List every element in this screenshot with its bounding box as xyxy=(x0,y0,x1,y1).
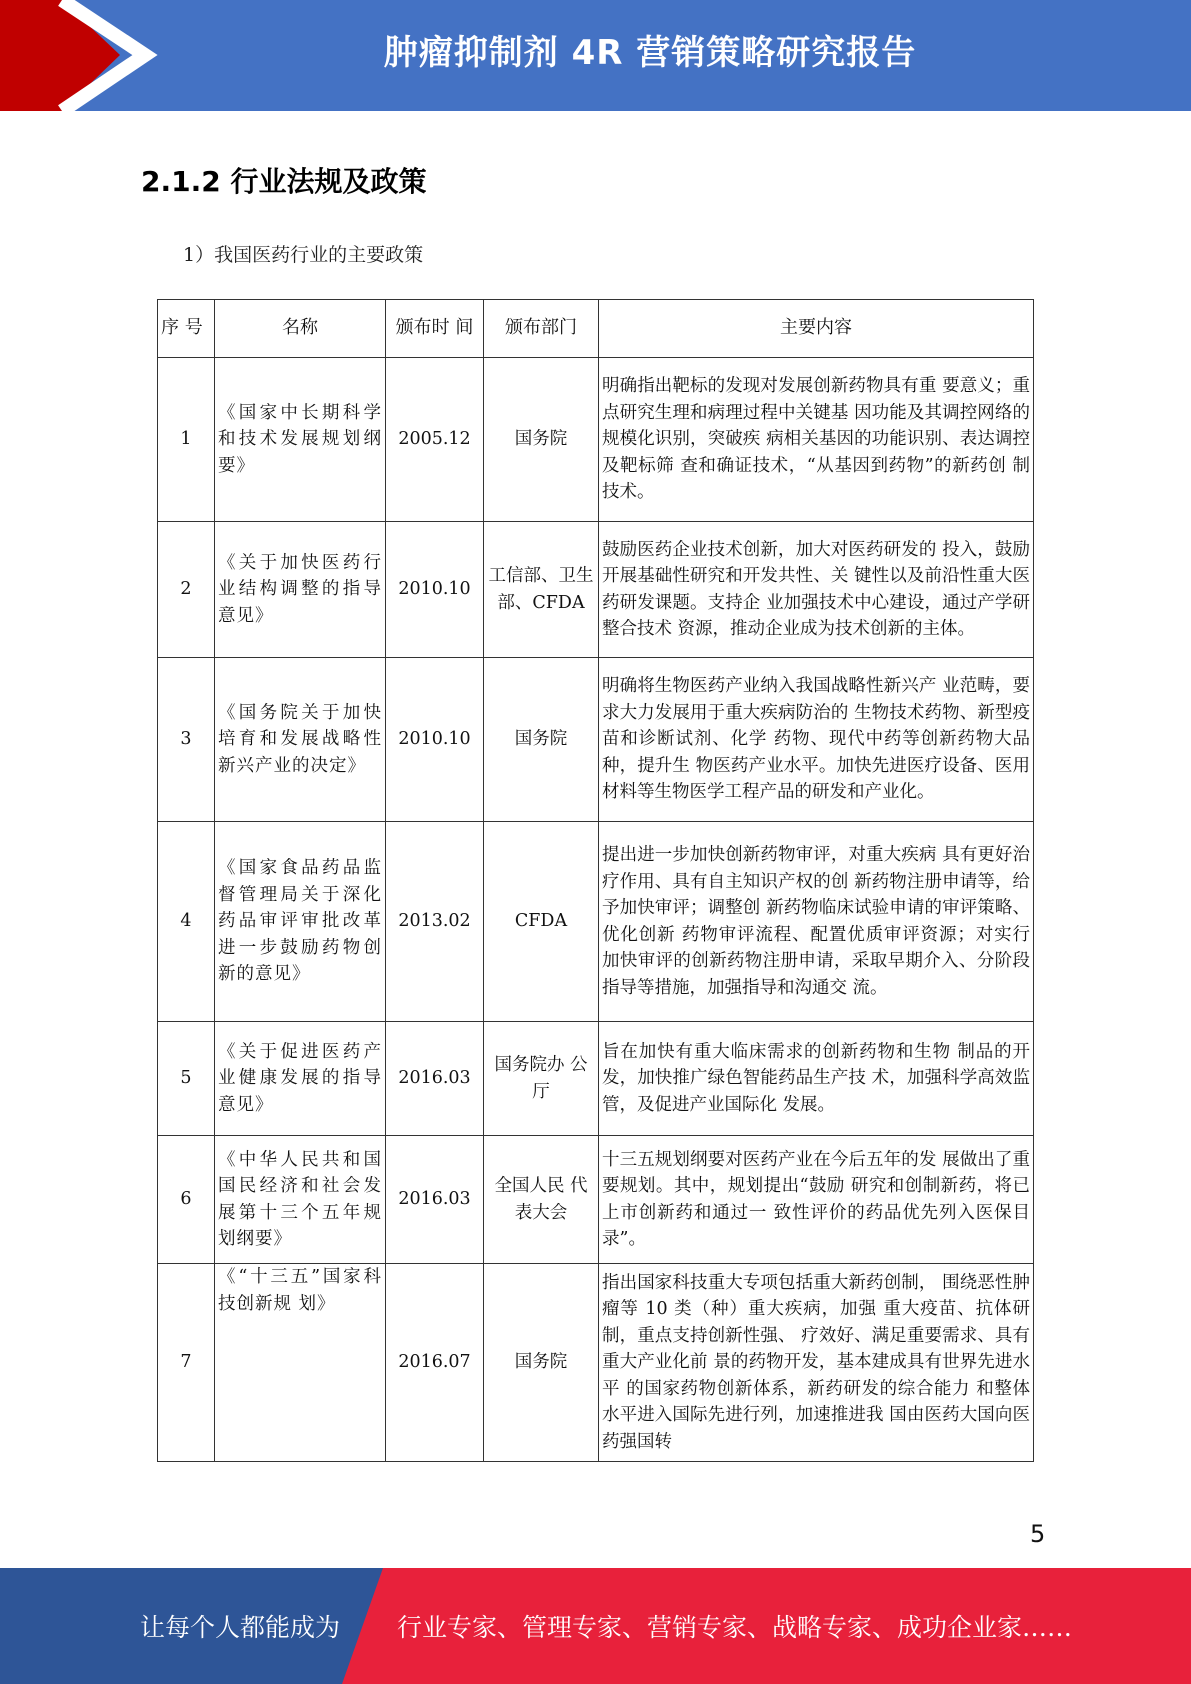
row-seq: 4 xyxy=(158,822,215,1022)
row-dept: 国务院 xyxy=(484,658,599,822)
table-row xyxy=(158,1136,1034,1264)
footer-band xyxy=(0,1568,1191,1684)
header-date: 颁布时 间 xyxy=(386,300,484,358)
row-dept: CFDA xyxy=(484,822,599,1022)
row-name: 《国家中长期科学和技术发展规划纲要》 xyxy=(215,358,386,522)
footer-slogan-left: 让每个人都能成为 xyxy=(140,1613,341,1642)
footer-slogan-right: 行业专家、管理专家、营销专家、战略专家、成功企业家…… xyxy=(397,1613,1073,1642)
row-name: 《关于加快医药行业结构调整的指导意见》 xyxy=(215,522,386,658)
row-name: 《“十三五”国家科技创新规 划》 xyxy=(215,1264,386,1462)
row-date: 2013.02 xyxy=(386,822,484,1022)
row-content: 十三五规划纲要对医药产业在今后五年的发 展做出了重要规划。其中，规划提出“鼓励 研究和创制新药，将已上市创新药和通过一 致性评价的药品优先列入医保目录”。 xyxy=(599,1136,1034,1264)
row-seq: 6 xyxy=(158,1136,215,1264)
row-name: 《国务院关于加快培育和发展战略性新兴产业的决定》 xyxy=(215,658,386,822)
header-content: 主要内容 xyxy=(599,300,1034,358)
row-date: 2016.03 xyxy=(386,1136,484,1264)
report-title: 肿瘤抑制剂 4R 营销策略研究报告 xyxy=(383,33,917,73)
row-seq: 7 xyxy=(158,1264,215,1462)
row-dept: 国务院 xyxy=(484,1264,599,1462)
row-date: 2016.03 xyxy=(386,1022,484,1136)
row-dept: 全国人民 代表大会 xyxy=(484,1136,599,1264)
row-name: 《中华人民共和国国民经济和社会发展第十三个五年规划纲要》 xyxy=(215,1136,386,1264)
row-seq: 2 xyxy=(158,522,215,658)
header-name: 名称 xyxy=(215,300,386,358)
row-content: 提出进一步加快创新药物审评，对重大疾病 具有更好治疗作用、具有自主知识产权的创 新药物注册申请等，给予加快审评；调整创 新药物临床试验申请的审评策略、优化创新 药物审评流程、配置优质审评资源；对实行 加快审评的创新药物注册申请，采取早期介入、分阶段指导等措施，加强指导和沟通交 流。 xyxy=(599,822,1034,1022)
row-content: 指出国家科技重大专项包括重大新药创制， 围绕恶性肿瘤等 10 类（种）重大疾病，加强 重大疫苗、抗体研制，重点支持创新性强、 疗效好、满足重要需求、具有重大产业化前 景的药物开发，基本建成具有世界先进水平 的国家药物创新体系，新药研发的综合能力 和整体水平进入国际先进行列，加速推进我 国由医药大国向医药强国转 xyxy=(599,1264,1034,1462)
table-row xyxy=(158,522,1034,658)
table-row xyxy=(158,1264,1034,1462)
policy-table xyxy=(157,299,1034,1462)
table-header-row xyxy=(158,300,1034,358)
table-row xyxy=(158,358,1034,522)
row-seq: 5 xyxy=(158,1022,215,1136)
row-date: 2010.10 xyxy=(386,522,484,658)
row-date: 2010.10 xyxy=(386,658,484,822)
table-row xyxy=(158,822,1034,1022)
row-name: 《国家食品药品监督管理局关于深化药品审评审批改革进一步鼓励药物创新的意见》 xyxy=(215,822,386,1022)
row-content: 明确将生物医药产业纳入我国战略性新兴产 业范畴，要求大力发展用于重大疾病防治的 生物技术药物、新型疫苗和诊断试剂、化学 药物、现代中药等创新药物大品种，提升生 物医药产业水平。加快先进医疗设备、医用 材料等生物医学工程产品的研发和产业化。 xyxy=(599,658,1034,822)
row-seq: 1 xyxy=(158,358,215,522)
header-dept: 颁布部门 xyxy=(484,300,599,358)
table-row xyxy=(158,658,1034,822)
row-name: 《关于促进医药产业健康发展的指导意见》 xyxy=(215,1022,386,1136)
row-seq: 3 xyxy=(158,658,215,822)
row-content: 明确指出靶标的发现对发展创新药物具有重 要意义；重点研究生理和病理过程中关键基 因功能及其调控网络的规模化识别，突破疾 病相关基因的功能识别、表达调控及靶标筛 查和确证技术，“从基因到药物”的新药创 制技术。 xyxy=(599,358,1034,522)
row-content: 旨在加快有重大临床需求的创新药物和生物 制品的开发，加快推广绿色智能药品生产技 术，加强科学高效监管，及促进产业国际化 发展。 xyxy=(599,1022,1034,1136)
row-content: 鼓励医药企业技术创新，加大对医药研发的 投入，鼓励开展基础性研究和开发共性、关 键性以及前沿性重大医药研发课题。支持企 业加强技术中心建设，通过产学研整合技术 资源，推动企业成为技术创新的主体。 xyxy=(599,522,1034,658)
row-dept: 国务院办 公厅 xyxy=(484,1022,599,1136)
row-dept: 工信部、卫生部、CFDA xyxy=(484,522,599,658)
table-row xyxy=(158,1022,1034,1136)
header-band xyxy=(0,0,1191,111)
row-dept: 国务院 xyxy=(484,358,599,522)
row-date: 2016.07 xyxy=(386,1264,484,1462)
section-subtitle: 1）我国医药行业的主要政策 xyxy=(183,244,424,266)
page-number: 5 xyxy=(1030,1520,1046,1548)
section-title: 2.1.2 行业法规及政策 xyxy=(141,165,427,198)
header-seq: 序 号 xyxy=(158,300,215,358)
row-date: 2005.12 xyxy=(386,358,484,522)
